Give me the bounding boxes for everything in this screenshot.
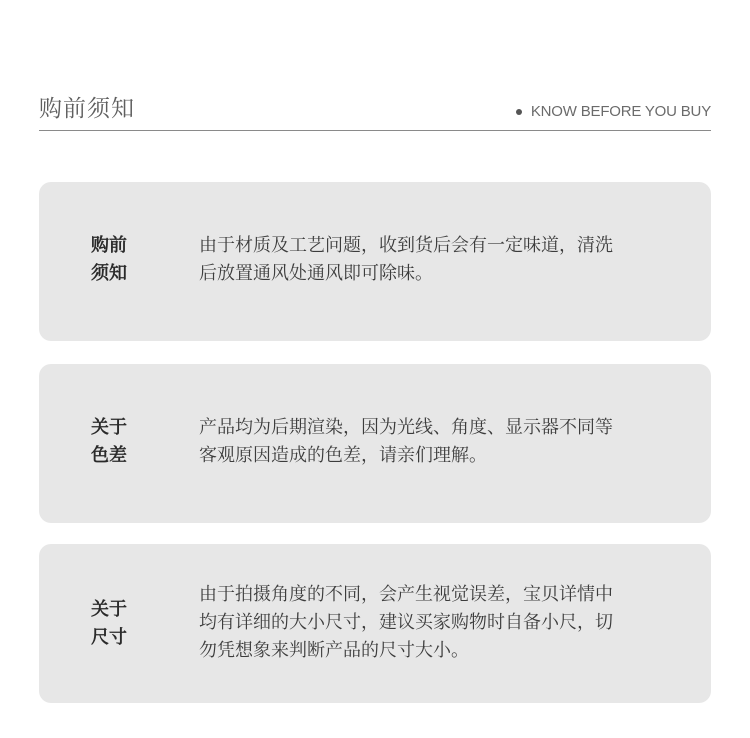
notice-text-line: 勿凭想象来判断产品的尺寸大小。	[199, 640, 469, 661]
section-header	[39, 92, 711, 131]
notice-text-line: 均有详细的大小尺寸，建议买家购物时自备小尺，切	[199, 612, 613, 633]
bullet-dot-icon	[516, 109, 522, 115]
notice-card-purchase	[39, 182, 711, 341]
notice-text-line: 后放置通风处通风即可除味。	[199, 263, 433, 284]
notice-text-line: 由于材质及工艺问题，收到货后会有一定味道，清洗	[199, 235, 613, 256]
notice-label	[91, 596, 135, 652]
notice-card-color	[39, 364, 711, 523]
notice-card-size	[39, 544, 711, 703]
notice-text-line: 由于拍摄角度的不同，会产生视觉误差，宝贝详情中	[199, 584, 613, 605]
notice-text	[199, 414, 669, 470]
notice-label	[91, 414, 135, 470]
section-subtitle-group	[516, 103, 711, 121]
notice-label-line: 关于	[91, 417, 127, 438]
notice-text-line: 客观原因造成的色差，请亲们理解。	[199, 445, 487, 466]
notice-label-line: 须知	[91, 263, 127, 284]
notice-label	[91, 232, 135, 288]
notice-label-line: 尺寸	[91, 627, 127, 648]
section-subtitle: KNOW BEFORE YOU BUY	[530, 103, 711, 120]
section-title: 购前须知	[39, 96, 135, 122]
notice-label-line: 色差	[91, 445, 127, 466]
notice-text-line: 产品均为后期渲染，因为光线、角度、显示器不同等	[199, 417, 613, 438]
notice-text	[199, 581, 669, 665]
notice-label-line: 关于	[91, 599, 127, 620]
notice-label-line: 购前	[91, 235, 127, 256]
notice-text	[199, 232, 669, 288]
